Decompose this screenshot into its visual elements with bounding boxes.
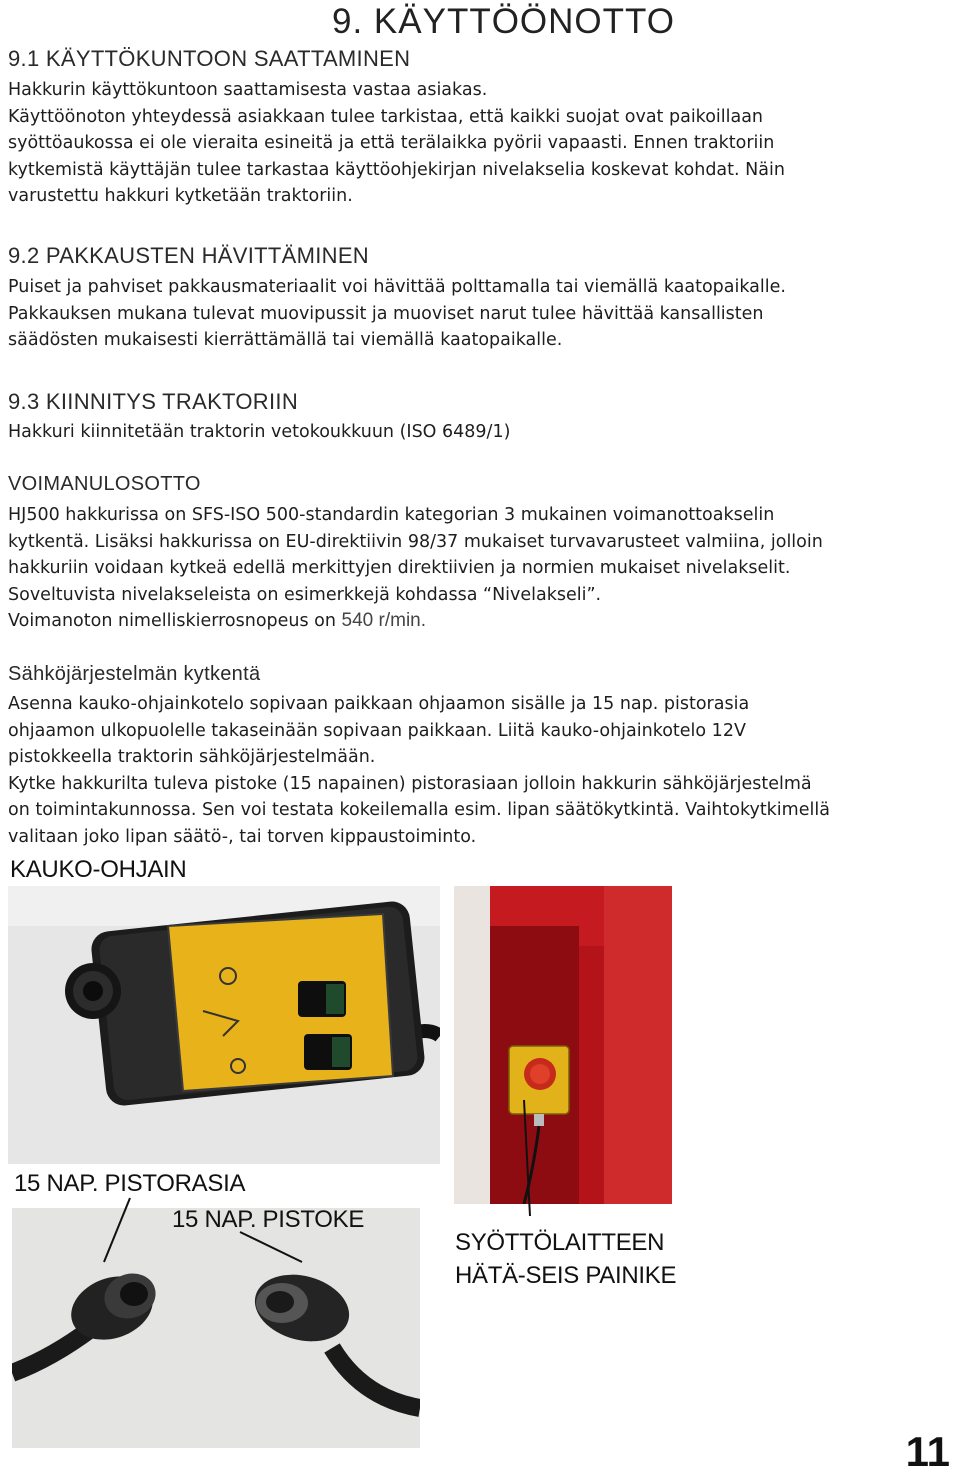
pto-line: Soveltuvista nivelakseleista on esimerkkejä kohdassa “Nivelakseli”. bbox=[8, 584, 602, 605]
section-1-line: kytkemistä käyttäjän tulee tarkastaa käyttöohjekirjan nivelakselia koskevat kohdat. Näin bbox=[8, 159, 785, 180]
electrical-line: valitaan joko lipan säätö-, tai torven kippaustoiminto. bbox=[8, 826, 477, 847]
section-1-line: varustettu hakkuri kytketään traktoriin. bbox=[8, 186, 353, 206]
electrical-line: Asenna kauko-ohjainkotelo sopivaan paikkaan ohjaamon sisälle ja 15 nap. pistorasia bbox=[8, 694, 750, 714]
section-2-heading: 9.2 PAKKAUSTEN HÄVITTÄMINEN bbox=[8, 243, 369, 268]
estop-pointer-line bbox=[524, 1100, 530, 1216]
section-2-line: Puiset ja pahviset pakkausmateriaalit voi hävittää polttamalla tai viemällä kaatopaikalle. bbox=[8, 277, 786, 297]
section-1-heading: 9.1 KÄYTTÖKUNTOON SAATTAMINEN bbox=[8, 46, 411, 71]
socket-label: 15 NAP. PISTORASIA bbox=[14, 1170, 246, 1197]
plug-pointer-line bbox=[240, 1232, 302, 1262]
page-title: 9. KÄYTTÖÖNOTTO bbox=[332, 2, 676, 41]
socket-pointer-line bbox=[104, 1198, 130, 1262]
pto-heading: VOIMANULOSOTTO bbox=[8, 473, 201, 495]
pto-speed-value: 540 r/min. bbox=[341, 610, 427, 631]
page-number: 11 bbox=[905, 1428, 950, 1475]
section-3-heading: 9.3 KIINNITYS TRAKTORIIN bbox=[8, 389, 299, 414]
section-1-line: Hakkurin käyttökuntoon saattamisesta vastaa asiakas. bbox=[8, 80, 488, 100]
section-1-line: Käyttöönoton yhteydessä asiakkaan tulee tarkistaa, että kaikki suojat ovat paikoillaan bbox=[8, 106, 764, 127]
section-3-line: Hakkuri kiinnitetään traktorin vetokoukkuun (ISO 6489/1) bbox=[8, 422, 511, 442]
section-2-line: säädösten mukaisesti kierrättämällä tai viemällä kaatopaikalle. bbox=[8, 330, 563, 350]
pto-line: kytkentä. Lisäksi hakkurissa on EU-direktiivin 98/37 mukaiset turvavarusteet valmiina, jolloin bbox=[8, 531, 823, 552]
section-2-line: Pakkauksen mukana tulevat muovipussit ja muoviset narut tulee hävittää kansallisten bbox=[8, 303, 764, 324]
electrical-line: pistokkeella traktorin sähköjärjestelmään. bbox=[8, 747, 376, 767]
pto-line: HJ500 hakkurissa on SFS-ISO 500-standardin kategorian 3 mukainen voimanottoakselin bbox=[8, 505, 775, 525]
electrical-heading: Sähköjärjestelmän kytkentä bbox=[8, 663, 261, 685]
electrical-line: on toimintakunnossa. Sen voi testata kokeilemalla esim. lipan säätökytkintä. Vaihtokytkimellä bbox=[8, 800, 830, 820]
estop-label-line: HÄTÄ-SEIS PAINIKE bbox=[455, 1262, 677, 1289]
estop-label bbox=[455, 1226, 676, 1292]
section-1-line: syöttöaukossa ei ole vieraita esineitä ja että terälaikka pyörii vapaasti. Ennen traktoriin bbox=[8, 133, 775, 153]
remote-label: KAUKO-OHJAIN bbox=[10, 856, 187, 883]
pto-line: hakkuriin voidaan kytkeä edellä merkittyjen direktiivien ja normien mukaiset nivelakselit. bbox=[8, 558, 791, 578]
electrical-line: ohjaamon ulkopuolelle takaseinään sopivaan paikkaan. Liitä kauko-ohjainkotelo 12V bbox=[8, 720, 746, 741]
electrical-line: Kytke hakkurilta tuleva pistoke (15 napainen) pistorasiaan jolloin hakkurin sähköjärjestelmä bbox=[8, 773, 812, 794]
pto-speed-prefix: Voimanoton nimelliskierrosnopeus on bbox=[8, 611, 342, 631]
plug-label: 15 NAP. PISTOKE bbox=[172, 1206, 365, 1233]
estop-label-line: SYÖTTÖLAITTEEN bbox=[455, 1229, 665, 1256]
